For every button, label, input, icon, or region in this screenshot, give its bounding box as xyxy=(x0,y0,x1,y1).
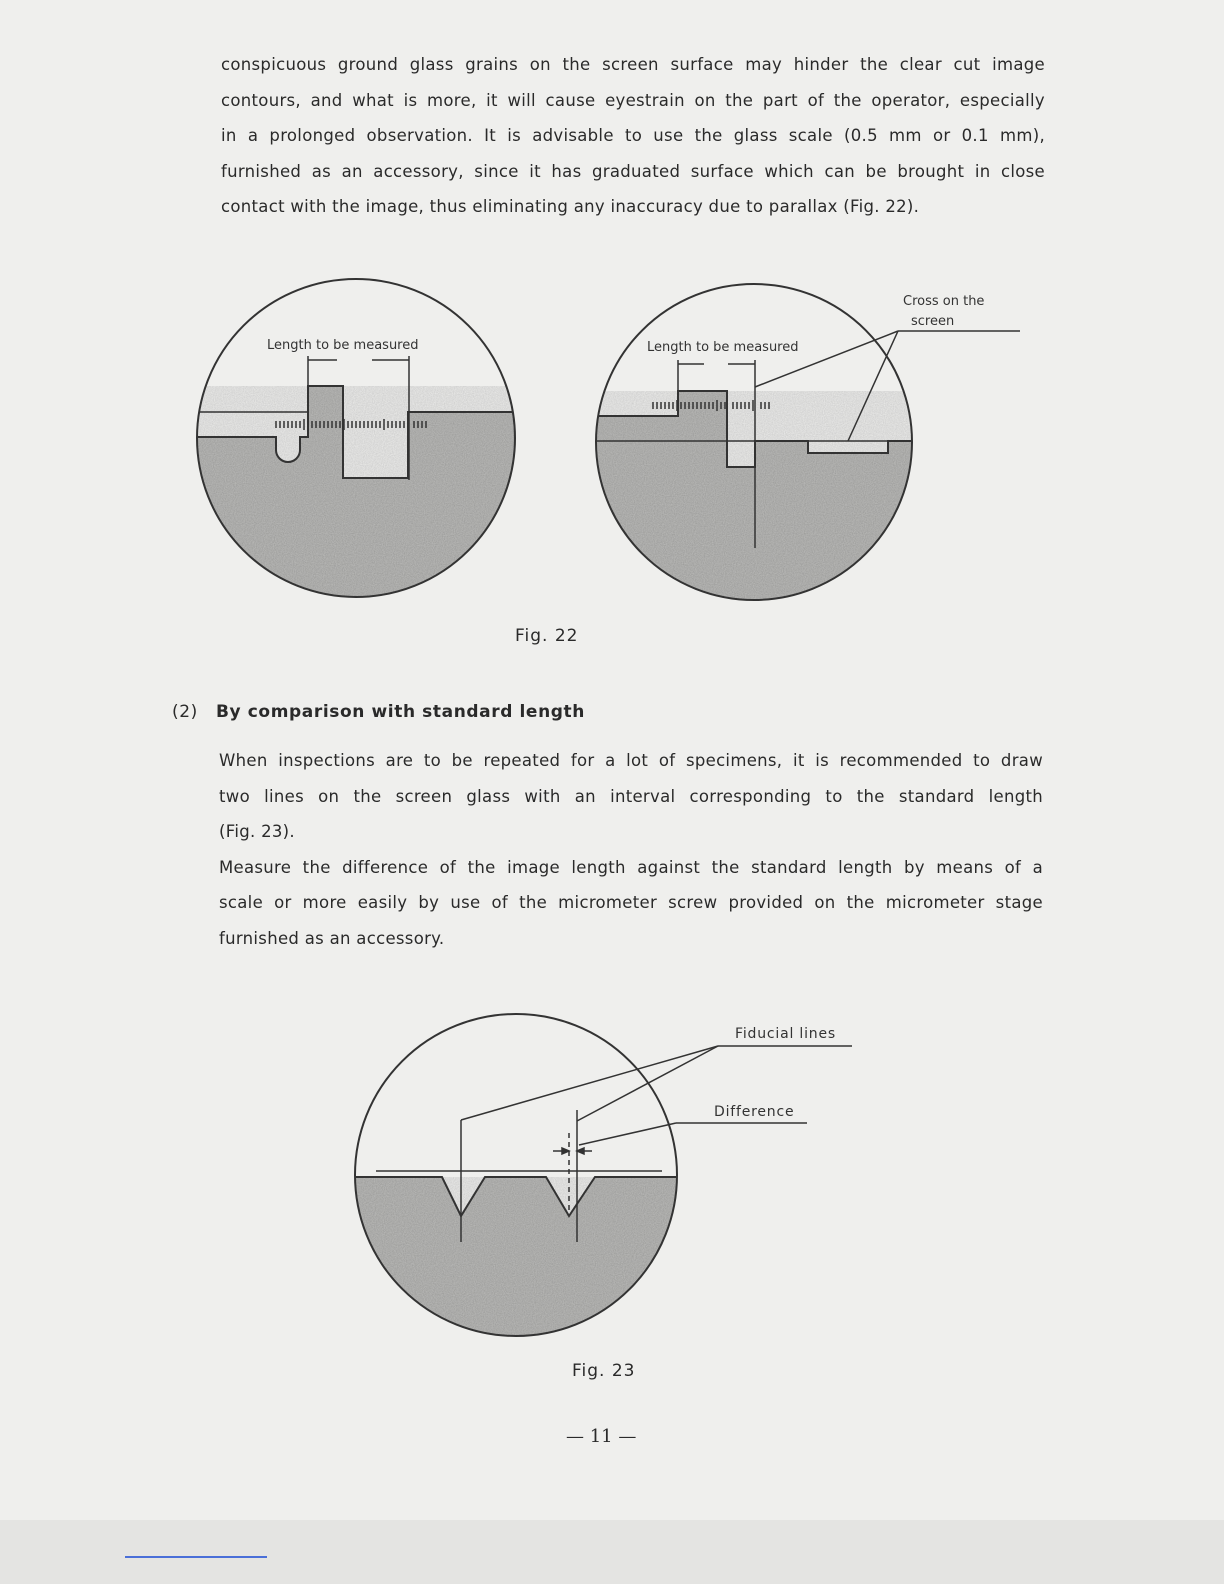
text-line: conspicuous ground glass grains on the screen surface may hinder the clear cut image xyxy=(221,55,1045,74)
text-line: in a prolonged observation. It is advisable to use the glass scale (0.5 mm or 0.1 mm), xyxy=(221,126,1045,145)
text-line: contact with the image, thus eliminating any inaccuracy due to parallax (Fig. 22). xyxy=(221,197,920,216)
text-line: two lines on the screen glass with an interval corresponding to the standard length xyxy=(219,786,1043,806)
section-number: (2) xyxy=(172,702,198,722)
text-line: When inspections are to be repeated for a lot of specimens, it is recommended to draw xyxy=(219,751,1043,770)
fiducial-lines-label: Fiducial lines xyxy=(735,1026,836,1042)
difference-label: Difference xyxy=(714,1104,795,1120)
fig22-left-circle xyxy=(190,279,520,600)
specimen-shading xyxy=(190,386,520,600)
specimen-shading xyxy=(350,1177,690,1345)
figure-caption: Fig. 23 xyxy=(572,1361,636,1381)
viewer-scroll-indicator xyxy=(125,1556,267,1558)
text-line: scale or more easily by use of the micrometer screw provided on the micrometer stage xyxy=(219,893,1043,912)
measure-dimension-line xyxy=(678,360,755,391)
text-line: (Fig. 23). xyxy=(219,822,295,841)
cross-label: screen xyxy=(911,314,955,329)
length-label: Length to be measured xyxy=(267,338,419,353)
section-title: By comparison with standard length xyxy=(216,702,585,722)
section-paragraph xyxy=(219,743,1043,956)
cross-label: Cross on the xyxy=(903,294,985,309)
fig23-circle xyxy=(350,1014,852,1345)
page-number: — 11 — xyxy=(566,1426,637,1447)
length-label: Length to be measured xyxy=(647,340,799,355)
difference-arrows xyxy=(553,1148,592,1154)
text-line: furnished as an accessory, since it has graduated surface which can be brought in close xyxy=(221,161,1045,181)
figure-caption: Fig. 22 xyxy=(515,626,579,646)
fig22-right-circle xyxy=(590,284,1020,610)
glass-scale-ticks xyxy=(276,419,426,430)
text-line: contours, and what is more, it will cause eyestrain on the part of the operator, especially xyxy=(221,90,1045,110)
section-heading xyxy=(172,702,585,722)
text-line: Measure the difference of the image length against the standard length by means of a xyxy=(219,857,1043,877)
text-line: furnished as an accessory. xyxy=(219,928,445,948)
page-bottom-margin xyxy=(0,1520,1224,1584)
